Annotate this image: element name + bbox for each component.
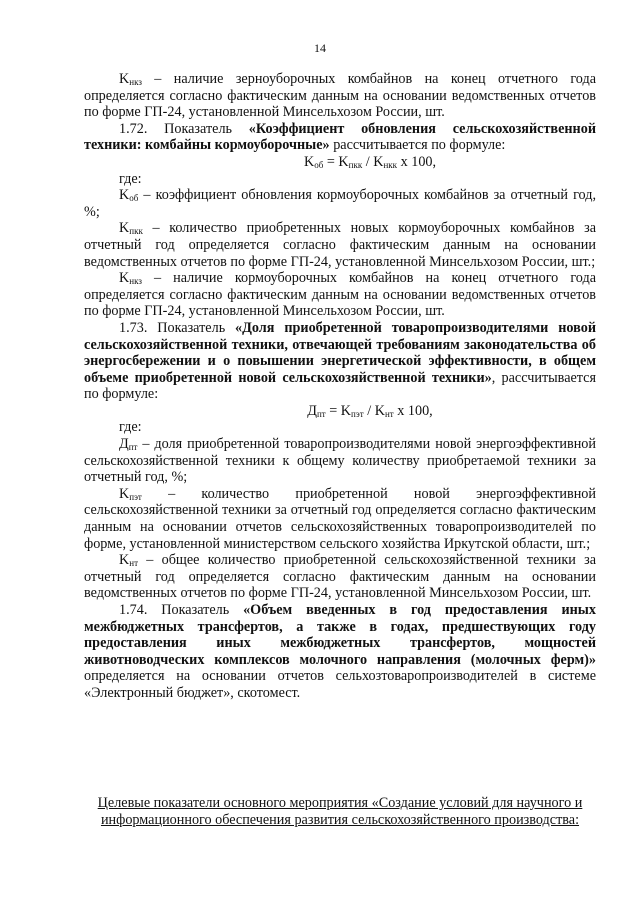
formula-part: / K [363,402,385,419]
symbol: K [119,220,130,237]
symbol-subscript: об [129,193,139,204]
symbol: K [119,187,130,204]
indicator-tail: , рассчитывается по формуле: [84,369,596,403]
definition-text: – количество приобретенных новых кормоуборочных комбайнов за отчетный год определяется согласно фактическим данным на основании ведомственных отчетов по форме ГП-24, установленной Минсельхозом России, шт.; [84,220,596,270]
where-label: где: [119,419,142,436]
formula-part: = K [323,153,349,170]
formula-part: x 100, [393,402,433,419]
formula [144,403,596,420]
definition-text: – наличие зерноуборочных комбайнов на конец отчетного года определяется согласно фактическим данным на основании ведомственных отчетов по форме ГП-24, установленной Минсельхозом России, шт. [84,71,596,121]
document-body [84,71,596,702]
indicator-tail: определяется на основании отчетов сельхозтоваропроизводителей в системе «Электронный бюджет», скотомест. [84,668,596,701]
symbol-subscript: пэт [129,491,142,502]
page-number: 14 [314,41,326,55]
indicator-title: «Коэффициент обновления сельскохозяйственной техники: комбайны кормоуборочные» [84,120,596,154]
symbol-subscript: нт [129,558,138,569]
symbol-subscript: пт [128,442,138,453]
formula-part: K [303,153,315,170]
formula-part: / K [362,153,384,170]
definition-text: – наличие кормоуборочных комбайнов на конец отчетного года определяется согласно фактическим данным на основании ведомственных отчетов по форме ГП-24, установленной Минсельхозом России, шт. [84,270,596,320]
definition-text: – общее количество приобретенной сельскохозяйственной техники за отчетный год определяется согласно фактическим данным на основании ведомственных отчетов по форме ГП-24, установленной Минсельхозом России, шт. [84,552,596,602]
indicator-paragraph [84,602,596,702]
indicator-paragraph [84,121,596,154]
formula-subscript: пкк [348,159,363,170]
formula [144,154,596,171]
formula-subscript: нт [384,408,394,419]
definition-paragraph [84,187,596,220]
indicator-tail: рассчитывается по формуле: [329,137,506,154]
symbol-subscript: нкз [129,77,142,87]
definition-paragraph [84,71,596,121]
definition-text: – доля приобретенной товаропроизводителями новой энергоэффективной сельскохозяйственной техники к общему количеству приобретаемой техники за отчетный год, %; [84,436,596,486]
formula-subscript: нкк [383,159,398,170]
symbol: K [119,270,130,287]
definition-paragraph [84,270,596,320]
symbol: K [119,552,130,569]
formula-subscript: пэт [351,408,364,419]
indicator-lead: 1.72. Показатель [119,120,249,137]
symbol: Д [119,436,129,453]
formula-subscript: об [314,159,324,170]
formula-part: Д [307,402,317,419]
indicator-title: «Объем введенных в год предоставления иных межбюджетных трансфертов, а также в годах, предшествующих году предоставления иных межбюджетных трансфертов, мощностей животноводческих комплексов молочного направления (молочных ферм)» [84,602,596,668]
indicator-lead: 1.73. Показатель [119,319,236,336]
definition-paragraph [84,436,596,486]
indicator-lead: 1.74. Показатель [119,602,244,618]
formula-subscript: пт [316,408,326,419]
indicator-paragraph [84,320,596,403]
where-label: где: [119,170,142,187]
symbol: K [119,71,130,87]
definition-paragraph [84,552,596,602]
section-heading: Целевые показатели основного мероприятия «Создание условий для научного и информационного обеспечения развития сельскохозяйственного производства: [97,795,583,828]
definition-text: – количество приобретенной новой энергоэффективной сельскохозяйственной техники за отчетный год определяется согласно фактическим данным на основании отчетов сельскохозяйственных товаропроизводителей по форме, установленной министерством сельского хозяйства Иркутской области, шт.; [84,485,596,552]
symbol-subscript: пкк [129,226,143,237]
definition-paragraph [84,220,596,270]
formula-part: = K [325,402,352,419]
symbol-subscript: нкз [129,276,142,287]
symbol: K [119,485,130,502]
indicator-title: «Доля приобретенной товаропроизводителями новой сельскохозяйственной техники, отвечающей требованиям законодательства об энергосбережении и о повышении энергетической эффективности, в общем объеме приобретенной новой сельскохозяйственной техники» [84,319,596,386]
formula-part: x 100, [397,153,437,170]
definition-text: – коэффициент обновления кормоуборочных комбайнов за отчетный год, %; [84,187,596,220]
definition-paragraph [84,486,596,552]
